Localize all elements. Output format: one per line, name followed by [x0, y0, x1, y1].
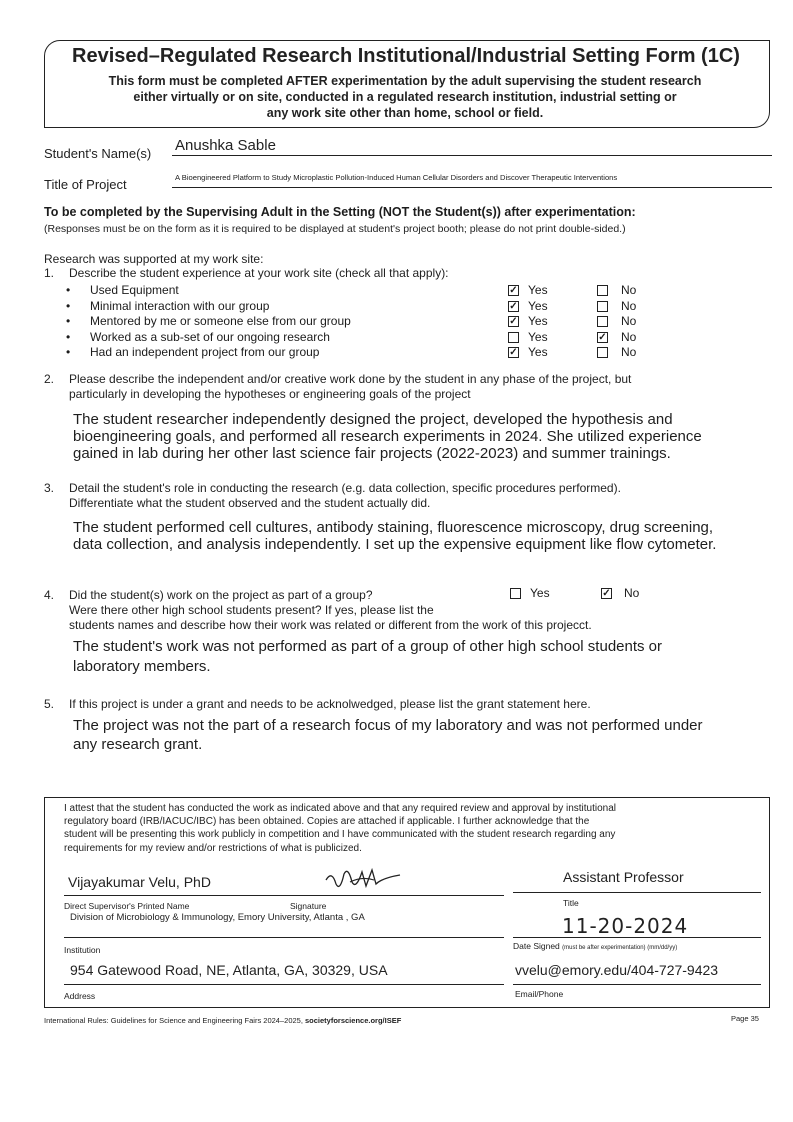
page-number: Page 35 — [731, 1014, 759, 1023]
supervisor-row-line — [64, 895, 504, 896]
q3-number: 3. — [44, 481, 55, 495]
project-title-value: A Bioengineered Platform to Study Microplastic Pollution-Induced Human Cellular Disorders and Discover Therapeutic Interventions — [175, 173, 618, 182]
q1-bullet: • — [66, 314, 71, 328]
email-phone-caption: Email/Phone — [515, 989, 564, 999]
q1-item-no-label: No — [621, 345, 637, 359]
q5-prompt: If this project is under a grant and needs to be acknolwedged, please list the grant statement here. — [69, 697, 591, 711]
date-signed-value[interactable]: 11-20-2024 — [562, 914, 689, 938]
q1-item-label: Worked as a sub-set of our ongoing research — [90, 329, 330, 344]
email-row-line — [513, 984, 761, 985]
q1-item-no-label: No — [621, 329, 637, 344]
date-signed-caption — [513, 941, 677, 951]
date-signed-caption-note: (must be after experimentation) (mm/dd/yy) — [562, 945, 678, 951]
q1-bullet: • — [66, 298, 71, 313]
address-value[interactable]: 954 Gatewood Road, NE, Atlanta, GA, 30329, USA — [70, 962, 388, 978]
q4-prompt-line1: Did the student(s) work on the project as part of a group? — [69, 588, 373, 602]
project-title-field[interactable] — [172, 171, 772, 188]
q4-prompt-line3: students names and describe how their work was related or different from the work of this projecct. — [69, 618, 592, 632]
q1-item-no-checkbox[interactable]: ✓ — [598, 331, 607, 343]
q5-answer-line2: any research grant. — [73, 736, 203, 753]
division-text: Division of Microbiology & Immunology, Emory University, Atlanta , GA — [70, 912, 365, 923]
q3-prompt-line1: Detail the student's role in conducting the research (e.g. data collection, specific procedures performed). — [69, 481, 621, 495]
form-subtitle-line3: any work site other than home, school or field. — [266, 106, 544, 120]
footer-citation — [44, 1016, 401, 1025]
q2-answer-line3: gained in lab during her other last science fair projects (2022-2023) and summer trainings. — [73, 445, 671, 462]
attestation-text — [64, 802, 754, 855]
q1-prompt: Describe the student experience at your work site (check all that apply): — [69, 266, 449, 280]
q4-answer-line2: laboratory members. — [73, 658, 211, 675]
q1-item-yes-label: Yes — [528, 345, 548, 359]
q4-no-label: No — [624, 586, 640, 600]
q4-yes-label: Yes — [530, 586, 550, 600]
attestation-line3: student will be presenting this work publicly in competition and I have communicated with the student research regarding any — [64, 829, 616, 841]
q2-number: 2. — [44, 372, 55, 386]
q1-item-label: Used Equipment — [90, 283, 179, 297]
institution-caption: Institution — [64, 945, 101, 955]
date-row-line — [513, 937, 761, 938]
q1-item-no-checkbox[interactable] — [597, 301, 608, 312]
q1-item-label: Had an independent project from our group — [90, 345, 320, 359]
q4-no-checkbox[interactable]: ✓ — [602, 588, 611, 599]
student-name-label: Student's Name(s) — [44, 146, 152, 161]
title-caption: Title — [563, 898, 579, 908]
q4-prompt-line2: Were there other high school students present? If yes, please list the — [69, 603, 434, 617]
address-caption: Address — [64, 991, 96, 1001]
q1-item-no-checkbox[interactable] — [597, 347, 608, 358]
q1-item-yes-checkbox[interactable]: ✓ — [509, 300, 518, 312]
q1-number: 1. — [44, 266, 55, 280]
q2-prompt-line1: Please describe the independent and/or creative work done by the student in any phase of the project, but — [69, 372, 632, 386]
q1-item-no-label: No — [621, 314, 637, 328]
q1-item-yes-label: Yes — [528, 283, 548, 297]
project-title-label: Title of Project — [44, 177, 127, 192]
footer-link[interactable]: societyforscience.org/ISEF — [305, 1016, 402, 1025]
q1-item-yes-label: Yes — [528, 298, 548, 313]
q1-intro: Research was supported at my work site: — [44, 252, 264, 266]
q1-item-yes-checkbox[interactable]: ✓ — [509, 347, 518, 358]
q1-item-no-checkbox[interactable] — [597, 285, 608, 296]
q1-item-yes-checkbox[interactable] — [508, 332, 519, 343]
q1-item-yes-label: Yes — [528, 314, 548, 328]
q1-bullet: • — [66, 329, 71, 344]
instructions-heading: To be completed by the Supervising Adult in the Setting (NOT the Student(s)) after experimentation: — [44, 205, 636, 219]
supervisor-name-caption: Direct Supervisor's Printed Name — [64, 901, 190, 911]
email-phone-value[interactable]: vvelu@emory.edu/404-727-9423 — [515, 962, 719, 978]
q4-yes-checkbox[interactable] — [510, 588, 521, 599]
title-value[interactable]: Assistant Professor — [563, 869, 684, 885]
q2-answer-line2: bioengineering goals, and performed all research experiments in 2024. She utilized experience — [73, 428, 702, 445]
q1-item-yes-label: Yes — [528, 329, 548, 344]
q1-item-label: Mentored by me or someone else from our group — [90, 314, 351, 328]
q1-bullet: • — [66, 283, 71, 297]
instructions-note: (Responses must be on the form as it is required to be displayed at student's project booth; please do not print double-sided.) — [44, 223, 626, 235]
signature-caption: Signature — [290, 901, 327, 911]
date-signed-caption-text: Date Signed — [513, 941, 560, 951]
q1-item-no-checkbox[interactable] — [597, 316, 608, 327]
q1-item-label: Minimal interaction with our group — [90, 298, 270, 313]
q2-answer-line1: The student researcher independently designed the project, developed the hypothesis and — [73, 411, 673, 428]
q5-number: 5. — [44, 697, 55, 711]
signature-image — [322, 862, 404, 896]
title-row-line — [513, 892, 761, 893]
student-name-value: Anushka Sable — [175, 137, 276, 154]
q3-prompt-line2: Differentiate what the student observed and the student actually did. — [69, 496, 431, 510]
q3-answer-line1: The student performed cell cultures, antibody staining, fluorescence microscopy, drug screening, — [73, 519, 714, 536]
student-name-field[interactable] — [172, 137, 772, 156]
q2-prompt-line2: particularly in developing the hypotheses or engineering goals of the project — [69, 387, 471, 401]
footer-citation-text: International Rules: Guidelines for Science and Engineering Fairs 2024–2025, — [44, 1016, 305, 1025]
q5-answer-line1: The project was not the part of a research focus of my laboratory and was not performed under — [73, 717, 703, 734]
attestation-line1: I attest that the student has conducted the work as indicated above and that any required review and approval by institutional — [64, 803, 617, 814]
q3-answer-line2: data collection, and analysis independently. I set up the expensive equipment like flow cytometer. — [73, 536, 717, 553]
attestation-line2: regulatory board (IRB/IACUC/IBC) has been obtained. Copies are attached if applicable. I further acknowledge that the — [64, 816, 590, 828]
form-subtitle-line1: This form must be completed AFTER experimentation by the adult supervising the student research — [108, 74, 702, 88]
supervisor-name-value[interactable]: Vijayakumar Velu, PhD — [68, 874, 211, 890]
q1-item-yes-checkbox[interactable]: ✓ — [509, 285, 518, 296]
address-row-line — [64, 984, 504, 985]
institution-row-line — [64, 937, 504, 938]
q4-answer-line1: The student's work was not performed as part of a group of other high school students or — [73, 638, 663, 655]
q1-bullet: • — [66, 345, 71, 359]
q1-item-yes-checkbox[interactable]: ✓ — [509, 316, 518, 327]
q1-item-no-label: No — [621, 283, 637, 297]
form-subtitle-line2: either virtually or on site, conducted in a regulated research institution, industrial setting or — [133, 90, 677, 104]
attestation-line4: requirements for my review and/or restrictions of what is publicized. — [64, 842, 362, 854]
q1-item-no-label: No — [621, 298, 637, 313]
q4-number: 4. — [44, 588, 55, 602]
form-title: Revised–Regulated Research Institutional/Industrial Setting Form (1C) — [72, 45, 740, 67]
